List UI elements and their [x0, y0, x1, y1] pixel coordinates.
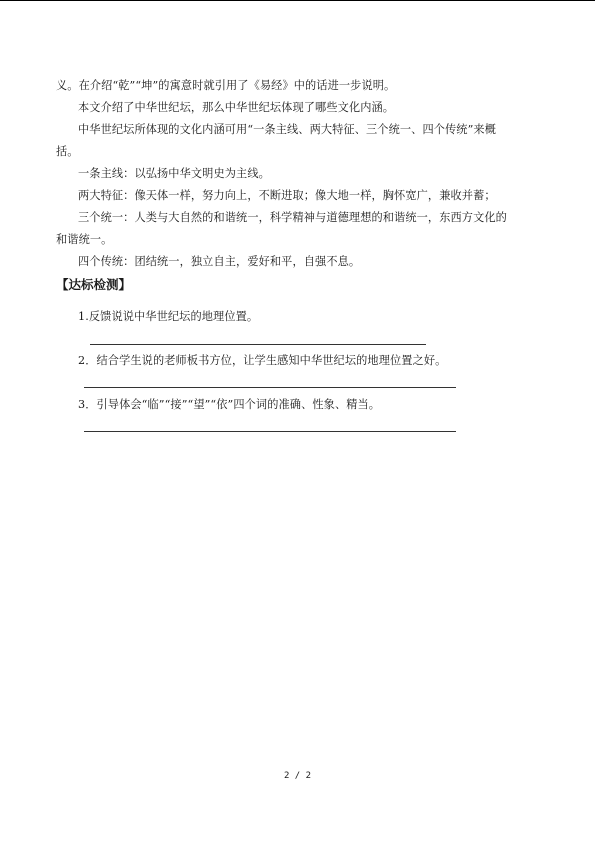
paragraph-line: 四个传统：团结统一，独立自主，爱好和平，自强不息。	[78, 255, 361, 268]
paragraph-line: 本文介绍了中华世纪坛，那么中华世纪坛体现了哪些文化内涵。	[78, 101, 395, 114]
answer-line[interactable]	[84, 387, 456, 388]
paragraph-line: 括。	[56, 145, 79, 158]
paragraph-line: 义。在介绍“乾”“坤”的寓意时就引用了《易经》中的话进一步说明。	[56, 79, 396, 92]
paragraph-line: 三个统一：人类与大自然的和谐统一，科学精神与道德理想的和谐统一，东西方文化的	[78, 211, 507, 224]
answer-line[interactable]	[90, 344, 426, 345]
paragraph-line: 两大特征：像天体一样，努力向上，不断进取；像大地一样，胸怀宽广，兼收并蓄；	[78, 189, 496, 202]
exercise-question: 1.反馈说说中华世纪坛的地理位置。	[78, 310, 259, 323]
paragraph-line: 和谐统一。	[56, 233, 113, 246]
section-title: 【达标检测】	[56, 277, 132, 292]
exercise-question: 2．结合学生说的老师板书方位，让学生感知中华世纪坛的地理位置之好。	[78, 354, 447, 367]
paragraph-line: 中华世纪坛所体现的文化内涵可用“一条主线、两大特征、三个统一、四个传统”来概	[78, 123, 496, 136]
exercise-question: 3．引导体会“临”“接”“望”“依”四个词的准确、性象、精当。	[78, 398, 381, 411]
page-number: 2 / 2	[283, 771, 312, 781]
paragraph-line: 一条主线：以弘扬中华文明史为主线。	[78, 167, 270, 180]
header-rule	[0, 0, 595, 1]
answer-line[interactable]	[84, 431, 456, 432]
